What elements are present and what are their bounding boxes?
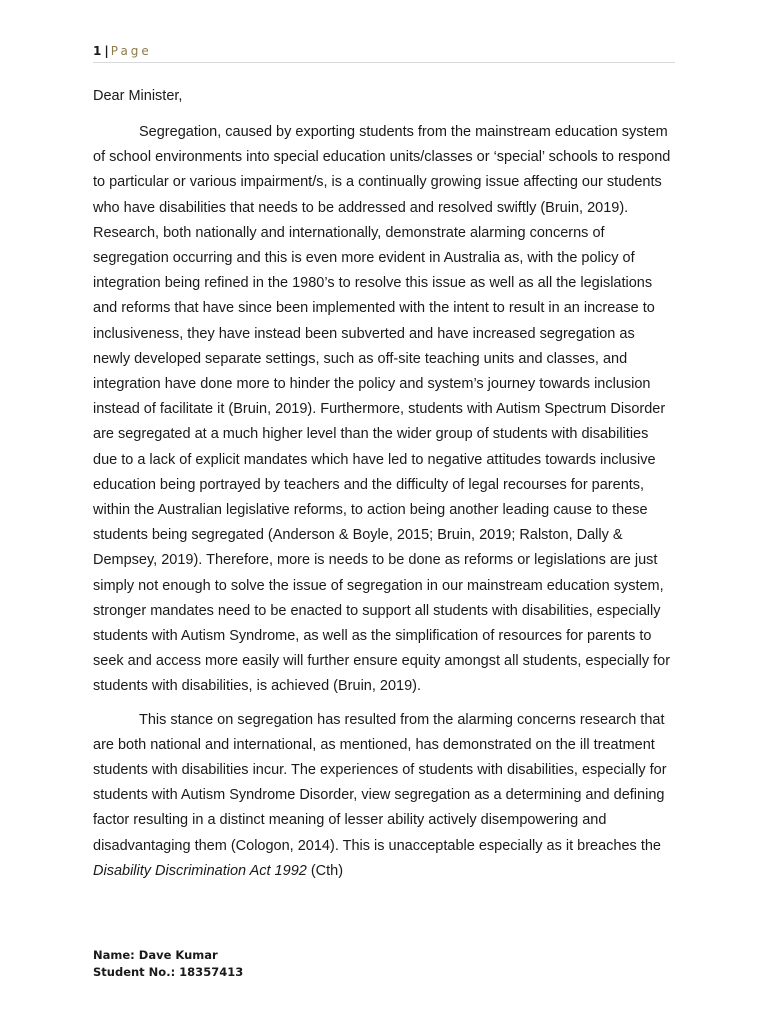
page-number: 1 [93, 44, 102, 58]
salutation: Dear Minister, [93, 88, 183, 104]
act-title: Disability Discrimination Act 1992 [93, 862, 307, 879]
letter-body [93, 120, 675, 892]
student-name: Name: Dave Kumar [93, 948, 218, 962]
student-number: Student No.: 18357413 [93, 965, 244, 979]
paragraph-2 [93, 708, 675, 884]
page-footer [93, 947, 243, 981]
page-separator: | [104, 44, 109, 58]
page-word: Page [110, 44, 152, 58]
page-header [93, 42, 675, 63]
paragraph-1: Segregation, caused by exporting students from the mainstream education system of school environments into special education units/classes or ‘special’ schools to respond to particular or various impairment/s, is a continually growing issue affecting our students who have disabilities that needs to be addressed and resolved swiftly (Bruin, 2019). Research, both nationally and internationally, demonstrate alarming concerns of segregation occurring and this is even more evident in Australia as, with the policy of integration being refined in the 1980’s to resolve this issue as well as all the legislations and reforms that have since been implemented with the intent to result in an increase to inclusiveness, they have instead been subverted and have increased segregation as newly developed separate settings, such as off-site teaching units and classes, and integration have done more to hinder the policy and system’s journey towards inclusion instead of facilitate it (Bruin, 2019). Furthermore, students with Autism Spectrum Disorder are segregated at a much higher level than the wider group of students with disabilities due to a lack of explicit mandates which have led to negative attitudes towards inclusive education being portrayed by teachers and the difficulty of legal recourses for parents, within the Australian legislative reforms, to action being another leading cause to these students being segregated (Anderson & Boyle, 2015; Bruin, 2019; Ralston, Dally & Dempsey, 2019). Therefore, more is needs to be done as reforms or legislations are just simply not enough to solve the issue of segregation in our mainstream education system, stronger mandates need to be enacted to support all students with disabilities, especially students with Autism Syndrome, as well as the simplification of resources for parents to seek and access more easily will further ensure equity amongst all students, especially for students with disabilities, is achieved (Bruin, 2019). [93, 124, 671, 695]
paragraph-2-tail: (Cth) [306, 862, 344, 879]
paragraph-2-main: This stance on segregation has resulted from the alarming concerns research that are both national and international, as mentioned, has demonstrated on the ill treatment students with disabilities incur. The experiences of students with disabilities, especially for students with Autism Syndrome Disorder, view segregation as a determining and defining factor resulting in a distinct meaning of lesser ability actively disempowering and disadvantaging them (Cologon, 2014). This is unacceptable especially as it breaches the [93, 711, 667, 854]
